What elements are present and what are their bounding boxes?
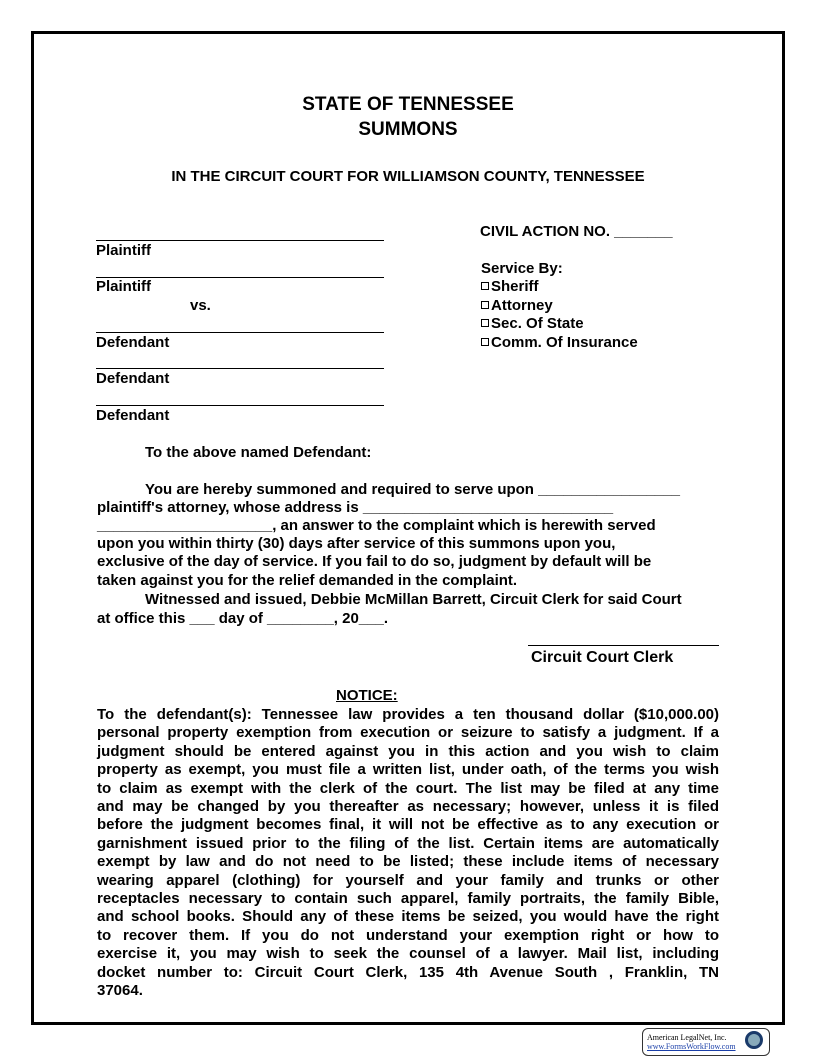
- checkbox-icon[interactable]: [481, 282, 489, 290]
- plaintiff1-label: Plaintiff: [96, 242, 151, 259]
- option-label: Sec. Of State: [491, 315, 584, 332]
- notice-line: garnishment issued prior to the filing of the list. Certain items are automatically: [97, 834, 719, 852]
- body-line: You are hereby summoned and required to serve upon _________________: [145, 481, 680, 498]
- notice-line: wearing apparel (clothing) for yourself and your family and trunks or other: [97, 871, 719, 889]
- checkbox-icon[interactable]: [481, 319, 489, 327]
- notice-line: exercise it, you may wish to seek the counsel of a lawyer. Mail list, including: [97, 945, 719, 963]
- defendant1-label: Defendant: [96, 334, 170, 351]
- notice-line: to claim as exempt with the clerk of the court. The list may be filed at any time: [97, 779, 719, 797]
- body-line: Witnessed and issued, Debbie McMillan Barrett, Circuit Clerk for said Court: [145, 591, 682, 608]
- notice-line: property as exempt, you must file a written list, under oath, of the terms you wish: [97, 761, 719, 779]
- notice-line: and school books. Should any of these items be seized, you would have the right: [97, 908, 719, 926]
- defendant2-line[interactable]: [96, 368, 384, 369]
- service-by-label: Service By:: [481, 260, 563, 277]
- service-option-comm-of-insurance[interactable]: [481, 334, 638, 351]
- plaintiff2-label: Plaintiff: [96, 278, 151, 295]
- plaintiff1-line[interactable]: [96, 240, 384, 241]
- globe-icon: [745, 1031, 763, 1049]
- body-line: _____________________, an answer to the complaint which is herewith served: [97, 517, 656, 534]
- option-label: Attorney: [491, 297, 553, 314]
- body-line: taken against you for the relief demanded in the complaint.: [97, 572, 518, 589]
- defendant3-label: Defendant: [96, 407, 170, 424]
- body-line: at office this ___ day of ________, 20___.: [97, 610, 388, 627]
- notice-line: exempt by law and do not need to be listed; these include items of necessary: [97, 853, 719, 871]
- signature-line[interactable]: [528, 645, 719, 646]
- notice-line: receptacles necessary to contain such apparel, family portraits, the family Bible,: [97, 890, 719, 907]
- versus-label: vs.: [190, 297, 211, 314]
- publisher-logo: [642, 1028, 770, 1056]
- company-url[interactable]: www.FormsWorkFlow.com: [647, 1042, 736, 1051]
- checkbox-icon[interactable]: [481, 338, 489, 346]
- defendant2-label: Defendant: [96, 370, 170, 387]
- civil-action-number[interactable]: CIVIL ACTION NO. _______: [480, 223, 673, 240]
- body-line: upon you within thirty (30) days after service of this summons upon you,: [97, 535, 616, 552]
- notice-line: and may be changed by you thereafter as necessary; however, unless it is filed: [97, 798, 719, 815]
- checkbox-icon[interactable]: [481, 301, 489, 309]
- notice-line: before the judgment becomes final, it will not be effective as to any execution or: [97, 816, 719, 834]
- body-line: exclusive of the day of service. If you fail to do so, judgment by default will be: [97, 553, 652, 570]
- salutation: To the above named Defendant:: [145, 444, 372, 461]
- notice-line: 37064.: [97, 982, 143, 999]
- document-subtitle: SUMMONS: [358, 119, 458, 140]
- option-label: Comm. Of Insurance: [491, 334, 638, 351]
- notice-line: docket number to: Circuit Court Clerk, 135 4th Avenue South , Franklin, TN: [97, 963, 719, 981]
- notice-heading: NOTICE:: [336, 687, 398, 704]
- service-option-sec-of-state[interactable]: [481, 315, 584, 332]
- court-heading: IN THE CIRCUIT COURT FOR WILLIAMSON COUNTY, TENNESSEE: [171, 168, 645, 185]
- defendant3-line[interactable]: [96, 405, 384, 406]
- company-name: American LegalNet, Inc.: [647, 1033, 727, 1042]
- notice-line: to recover them. If you do not understand your exemption right or how to: [97, 926, 719, 944]
- body-line: plaintiff's attorney, whose address is ______________________________: [97, 499, 614, 516]
- document-title: STATE OF TENNESSEE: [302, 94, 514, 115]
- defendant1-line[interactable]: [96, 332, 384, 333]
- option-label: Sheriff: [491, 278, 539, 295]
- notice-line: judgment should be entered against you in this action and you wish to claim: [97, 742, 719, 760]
- notice-line: To the defendant(s): Tennessee law provides a ten thousand dollar ($10,000.00): [97, 706, 719, 723]
- service-option-attorney[interactable]: [481, 297, 553, 314]
- signature-label: Circuit Court Clerk: [531, 649, 674, 666]
- notice-line: personal property exemption from execution or seizure to satisfy a judgment. If a: [97, 724, 719, 742]
- service-option-sheriff[interactable]: [481, 278, 539, 295]
